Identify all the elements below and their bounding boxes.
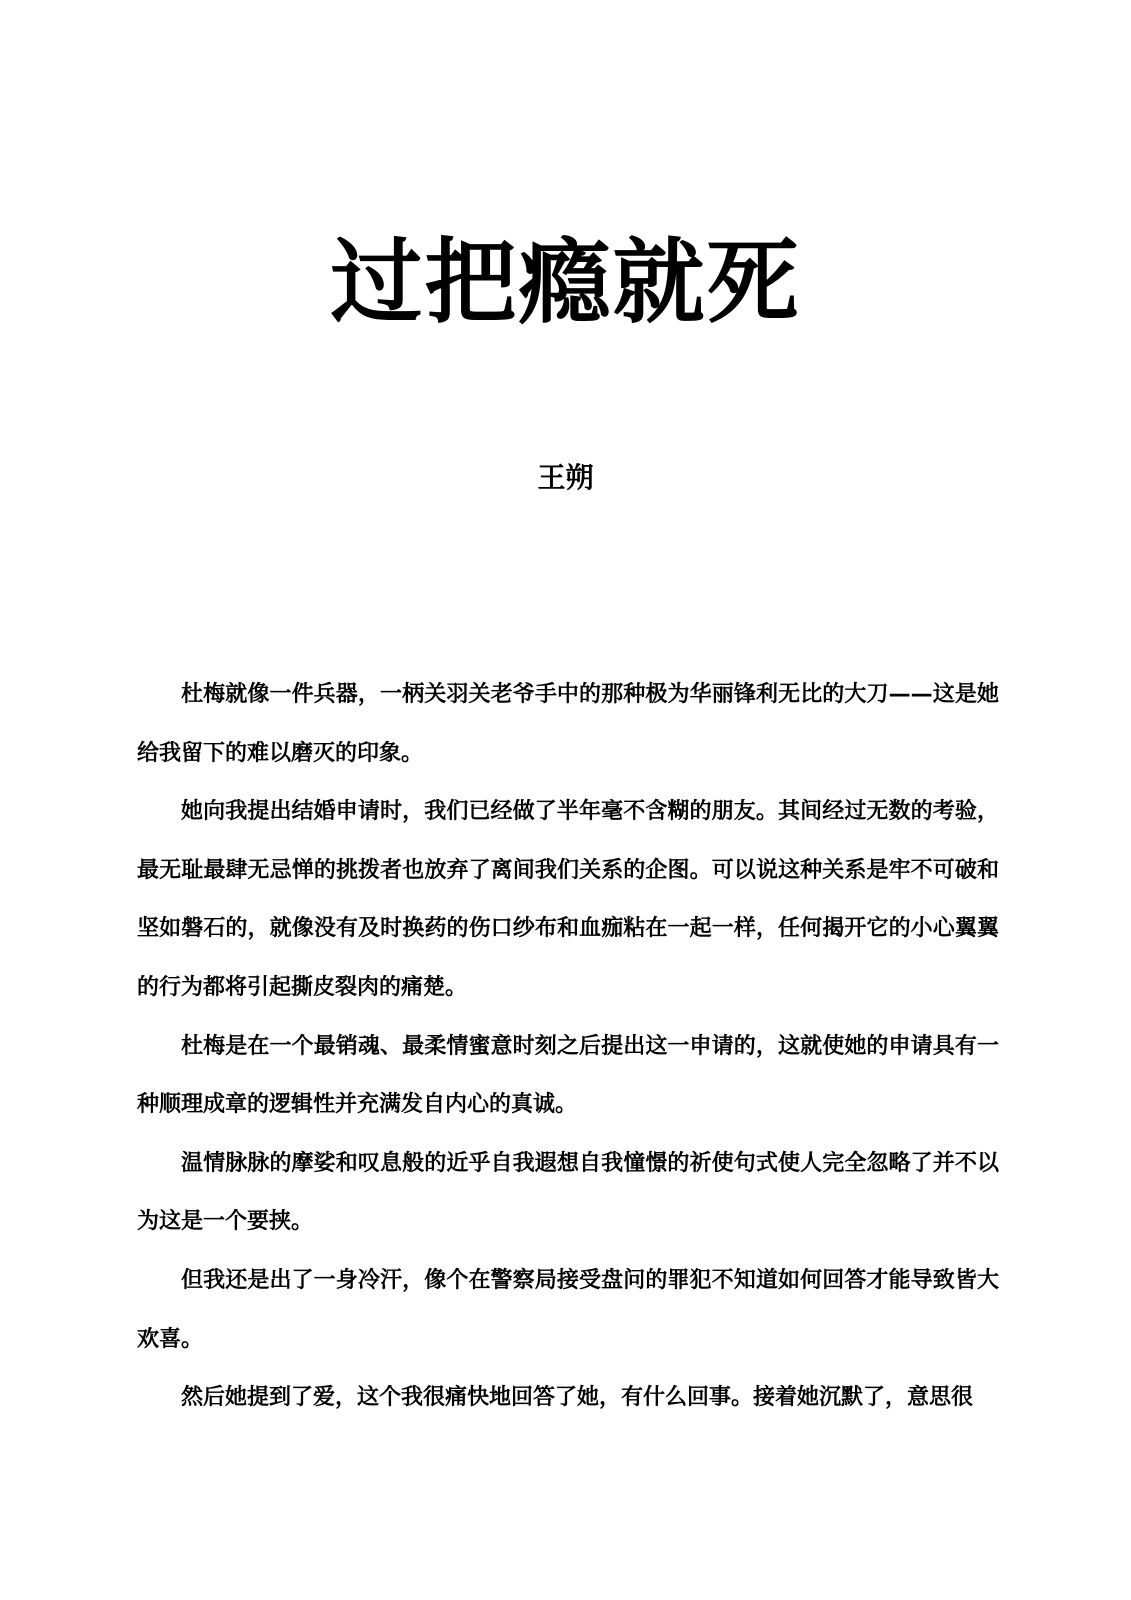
paragraph: 杜梅是在一个最销魂、最柔情蜜意时刻之后提出这一申请的，这就使她的申请具有一种顺理成章的逻辑性并充满发自内心的真诚。 bbox=[137, 1033, 999, 1118]
document-author: 王朔 bbox=[537, 461, 594, 494]
paragraph: 杜梅就像一件兵器，一柄关羽关老爷手中的那种极为华丽锋利无比的大刀——这是她给我留下的难以磨灭的印象。 bbox=[137, 682, 999, 766]
paragraph: 但我还是出了一身冷汗，像个在警察局接受盘问的罪犯不知道如何回答才能导致皆大欢喜。 bbox=[137, 1267, 999, 1352]
paragraph: 温情脉脉的摩娑和叹息般的近乎自我遐想自我憧憬的祈使句式使人完全忽略了并不以为这是一个要挟。 bbox=[137, 1150, 999, 1235]
document-title: 过把瘾就死 bbox=[330, 229, 801, 336]
paragraph: 然后她提到了爱，这个我很痛快地回答了她，有什么回事。接着她沉默了，意思很 bbox=[181, 1385, 974, 1411]
paragraph: 她向我提出结婚申请时，我们已经做了半年毫不含糊的朋友。其间经过无数的考验，最无耻最肆无忌惮的挑拨者也放弃了离间我们关系的企图。可以说这种关系是牢不可破和坚如磐石的，就像没有及时换药的伤口纱布和血痂粘在一起一样，任何揭开它的小心翼翼的行为都将引起撕皮裂肉的痛楚。 bbox=[137, 799, 999, 1000]
document-body bbox=[137, 666, 999, 1428]
